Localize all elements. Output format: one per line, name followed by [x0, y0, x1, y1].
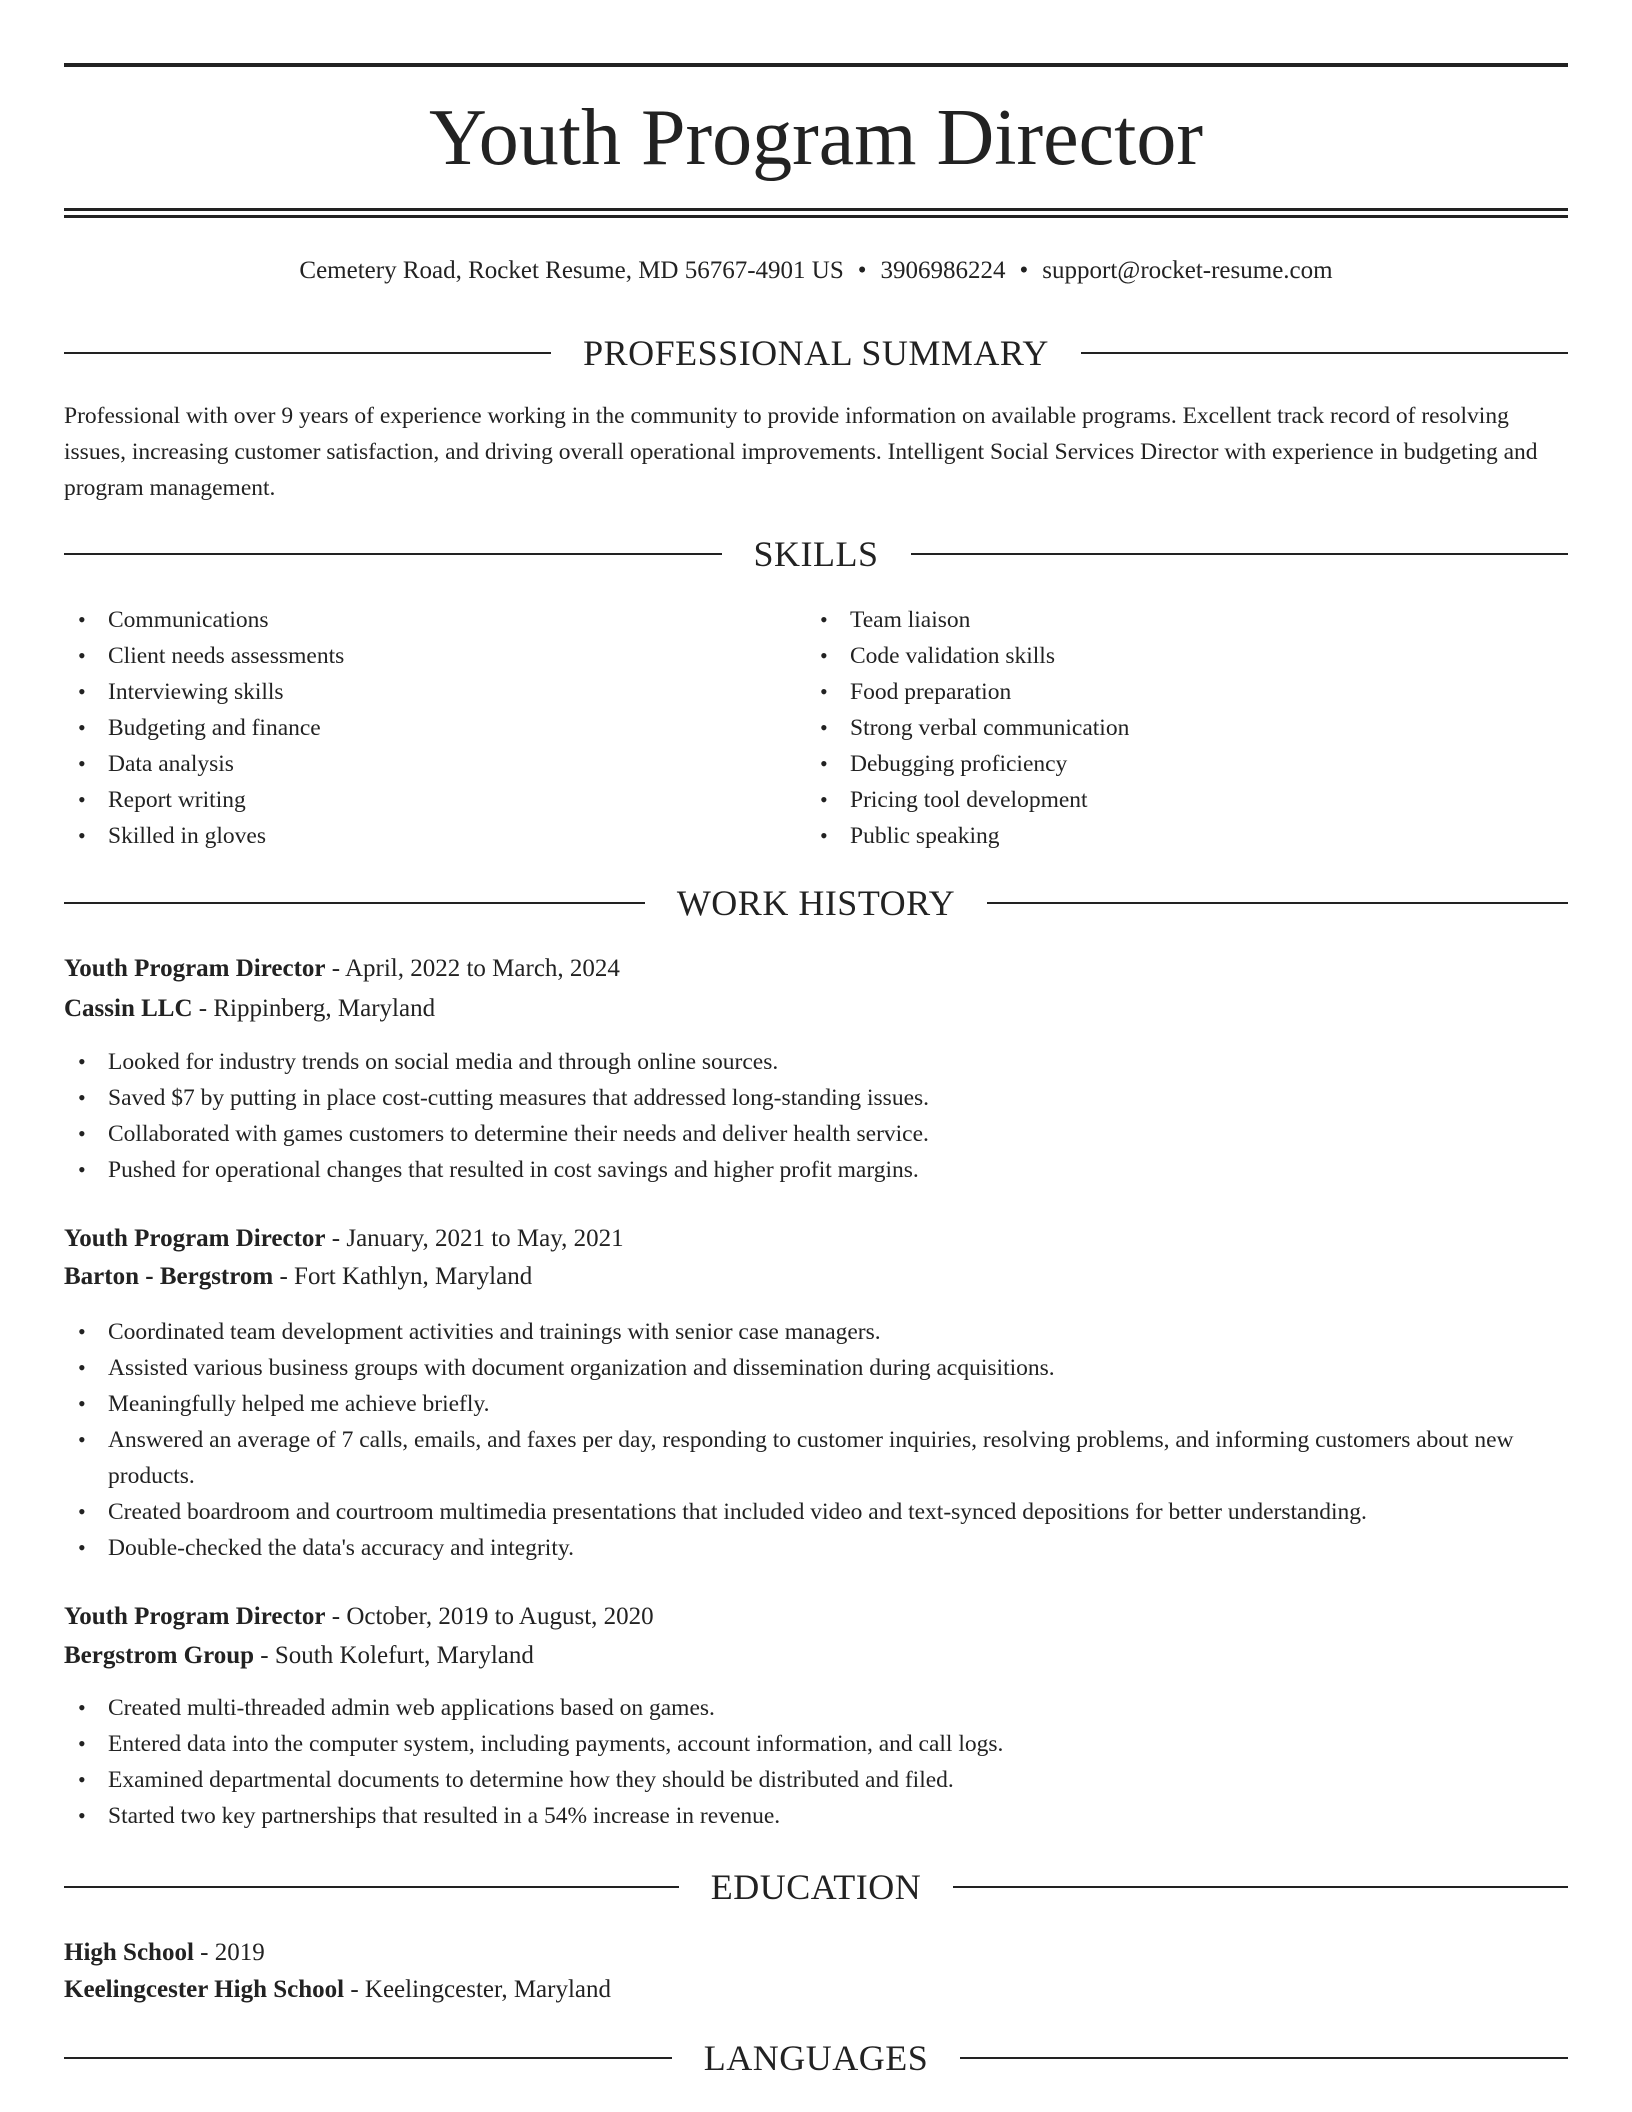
company-location: - South Kolefurt, Maryland [254, 1642, 534, 1669]
heading-rule [911, 553, 1569, 555]
job-bullet: • Assisted various business groups with document organization and dissemination during acquisitions. [64, 1350, 1568, 1386]
job-bullet: • Created boardroom and courtroom multimedia presentations that included video and text-synced depositions for better understanding. [64, 1494, 1568, 1530]
job-dates: - October, 2019 to August, 2020 [325, 1603, 654, 1630]
title-underline-rule-second [64, 215, 1568, 218]
education-degree-line [64, 1935, 1568, 1971]
skill-item: • Food preparation [806, 674, 1506, 710]
contact-address: Cemetery Road, Rocket Resume, MD 56767-4901 US [299, 257, 844, 284]
education-degree: High School [64, 1939, 194, 1966]
contact-separator: • [857, 257, 867, 284]
heading-rule [64, 352, 551, 354]
job-bullet: • Started two key partnerships that resulted in a 54% increase in revenue. [64, 1798, 1568, 1834]
top-rule [64, 63, 1568, 67]
company-line [64, 1259, 1568, 1295]
job-title-line [64, 1599, 1568, 1635]
section-heading-work-history [64, 881, 1568, 925]
section-heading-languages [64, 2036, 1568, 2080]
heading-rule [64, 553, 722, 555]
job-bullet: • Created multi-threaded admin web applications based on games. [64, 1690, 1568, 1726]
job-bullet: • Answered an average of 7 calls, emails, and faxes per day, responding to customer inquiries, resolving problems, and informing customers about new products. [64, 1422, 1568, 1494]
company-name: Cassin LLC [64, 995, 193, 1022]
section-heading-education [64, 1865, 1568, 1909]
job-bullet: • Pushed for operational changes that resulted in cost savings and higher profit margins. [64, 1152, 1568, 1188]
skill-item: • Skilled in gloves [64, 818, 764, 854]
section-title: EDUCATION [710, 1867, 922, 1907]
company-location: - Rippinberg, Maryland [192, 995, 436, 1022]
skills-list-right [806, 602, 1506, 854]
skill-item: • Interviewing skills [64, 674, 764, 710]
heading-rule [64, 2057, 672, 2059]
skill-item: • Communications [64, 602, 764, 638]
skill-item: • Client needs assessments [64, 638, 764, 674]
job-bullet: • Entered data into the computer system, including payments, account information, and call logs. [64, 1726, 1568, 1762]
job-title: Youth Program Director [64, 1603, 326, 1630]
job-bullet: • Coordinated team development activities and trainings with senior case managers. [64, 1314, 1568, 1350]
skill-item: • Data analysis [64, 746, 764, 782]
heading-rule [1081, 352, 1568, 354]
skill-item: • Budgeting and finance [64, 710, 764, 746]
job-bullet: • Examined departmental documents to determine how they should be distributed and filed. [64, 1762, 1568, 1798]
company-line [64, 1638, 1568, 1674]
summary-text: Professional with over 9 years of experience working in the community to provide information on available programs. Excellent track record of resolving issues, increasing customer satisfaction, and driving overall operational improvements. Intelligent Social Services Director with experience in budgeting and program management. [64, 403, 1538, 501]
job-bullet: • Looked for industry trends on social media and through online sources. [64, 1044, 1568, 1080]
contact-separator: • [1019, 257, 1029, 284]
section-title: SKILLS [753, 534, 879, 574]
section-heading-summary [64, 331, 1568, 375]
job-bullet: • Double-checked the data's accuracy and integrity. [64, 1530, 1568, 1566]
heading-rule [64, 902, 645, 904]
skill-item: • Team liaison [806, 602, 1506, 638]
skill-item: • Pricing tool development [806, 782, 1506, 818]
skill-item: • Debugging proficiency [806, 746, 1506, 782]
heading-rule [987, 902, 1568, 904]
education-year: - 2019 [193, 1939, 265, 1966]
job-dates: - April, 2022 to March, 2024 [325, 955, 620, 982]
company-name: Bergstrom Group [64, 1642, 255, 1669]
skills-list-left [64, 602, 764, 854]
heading-rule [953, 1886, 1568, 1888]
job-bullets [64, 1314, 1568, 1566]
job-bullets [64, 1690, 1568, 1834]
contact-line [64, 253, 1568, 289]
contact-phone: 3906986224 [880, 257, 1006, 284]
job-title-line [64, 951, 1568, 987]
section-title: LANGUAGES [703, 2038, 929, 2078]
job-title-line [64, 1221, 1568, 1257]
section-title: PROFESSIONAL SUMMARY [583, 333, 1049, 373]
heading-rule [64, 1886, 679, 1888]
section-heading-skills [64, 532, 1568, 576]
education-school: Keelingcester High School [64, 1976, 345, 2003]
heading-rule [960, 2057, 1568, 2059]
education-school-line [64, 1972, 1568, 2008]
company-name: Barton - Bergstrom [64, 1263, 274, 1290]
skill-item: • Code validation skills [806, 638, 1506, 674]
job-bullet: • Meaningfully helped me achieve briefly. [64, 1386, 1568, 1422]
job-dates: - January, 2021 to May, 2021 [325, 1225, 624, 1252]
section-title: WORK HISTORY [676, 883, 956, 923]
job-bullet: • Saved $7 by putting in place cost-cutting measures that addressed long-standing issues. [64, 1080, 1568, 1116]
education-location: - Keelingcester, Maryland [344, 1976, 612, 2003]
skill-item: • Strong verbal communication [806, 710, 1506, 746]
company-location: - Fort Kathlyn, Maryland [273, 1263, 533, 1290]
job-bullet: • Collaborated with games customers to determine their needs and deliver health service. [64, 1116, 1568, 1152]
skill-item: • Public speaking [806, 818, 1506, 854]
job-title: Youth Program Director [64, 955, 326, 982]
company-line [64, 991, 1568, 1027]
skill-item: • Report writing [64, 782, 764, 818]
resume-title: Youth Program Director [428, 94, 1204, 182]
contact-email[interactable]: support@rocket-resume.com [1042, 257, 1333, 284]
job-title: Youth Program Director [64, 1225, 326, 1252]
title-underline-rule [64, 208, 1568, 211]
job-bullets [64, 1044, 1568, 1188]
